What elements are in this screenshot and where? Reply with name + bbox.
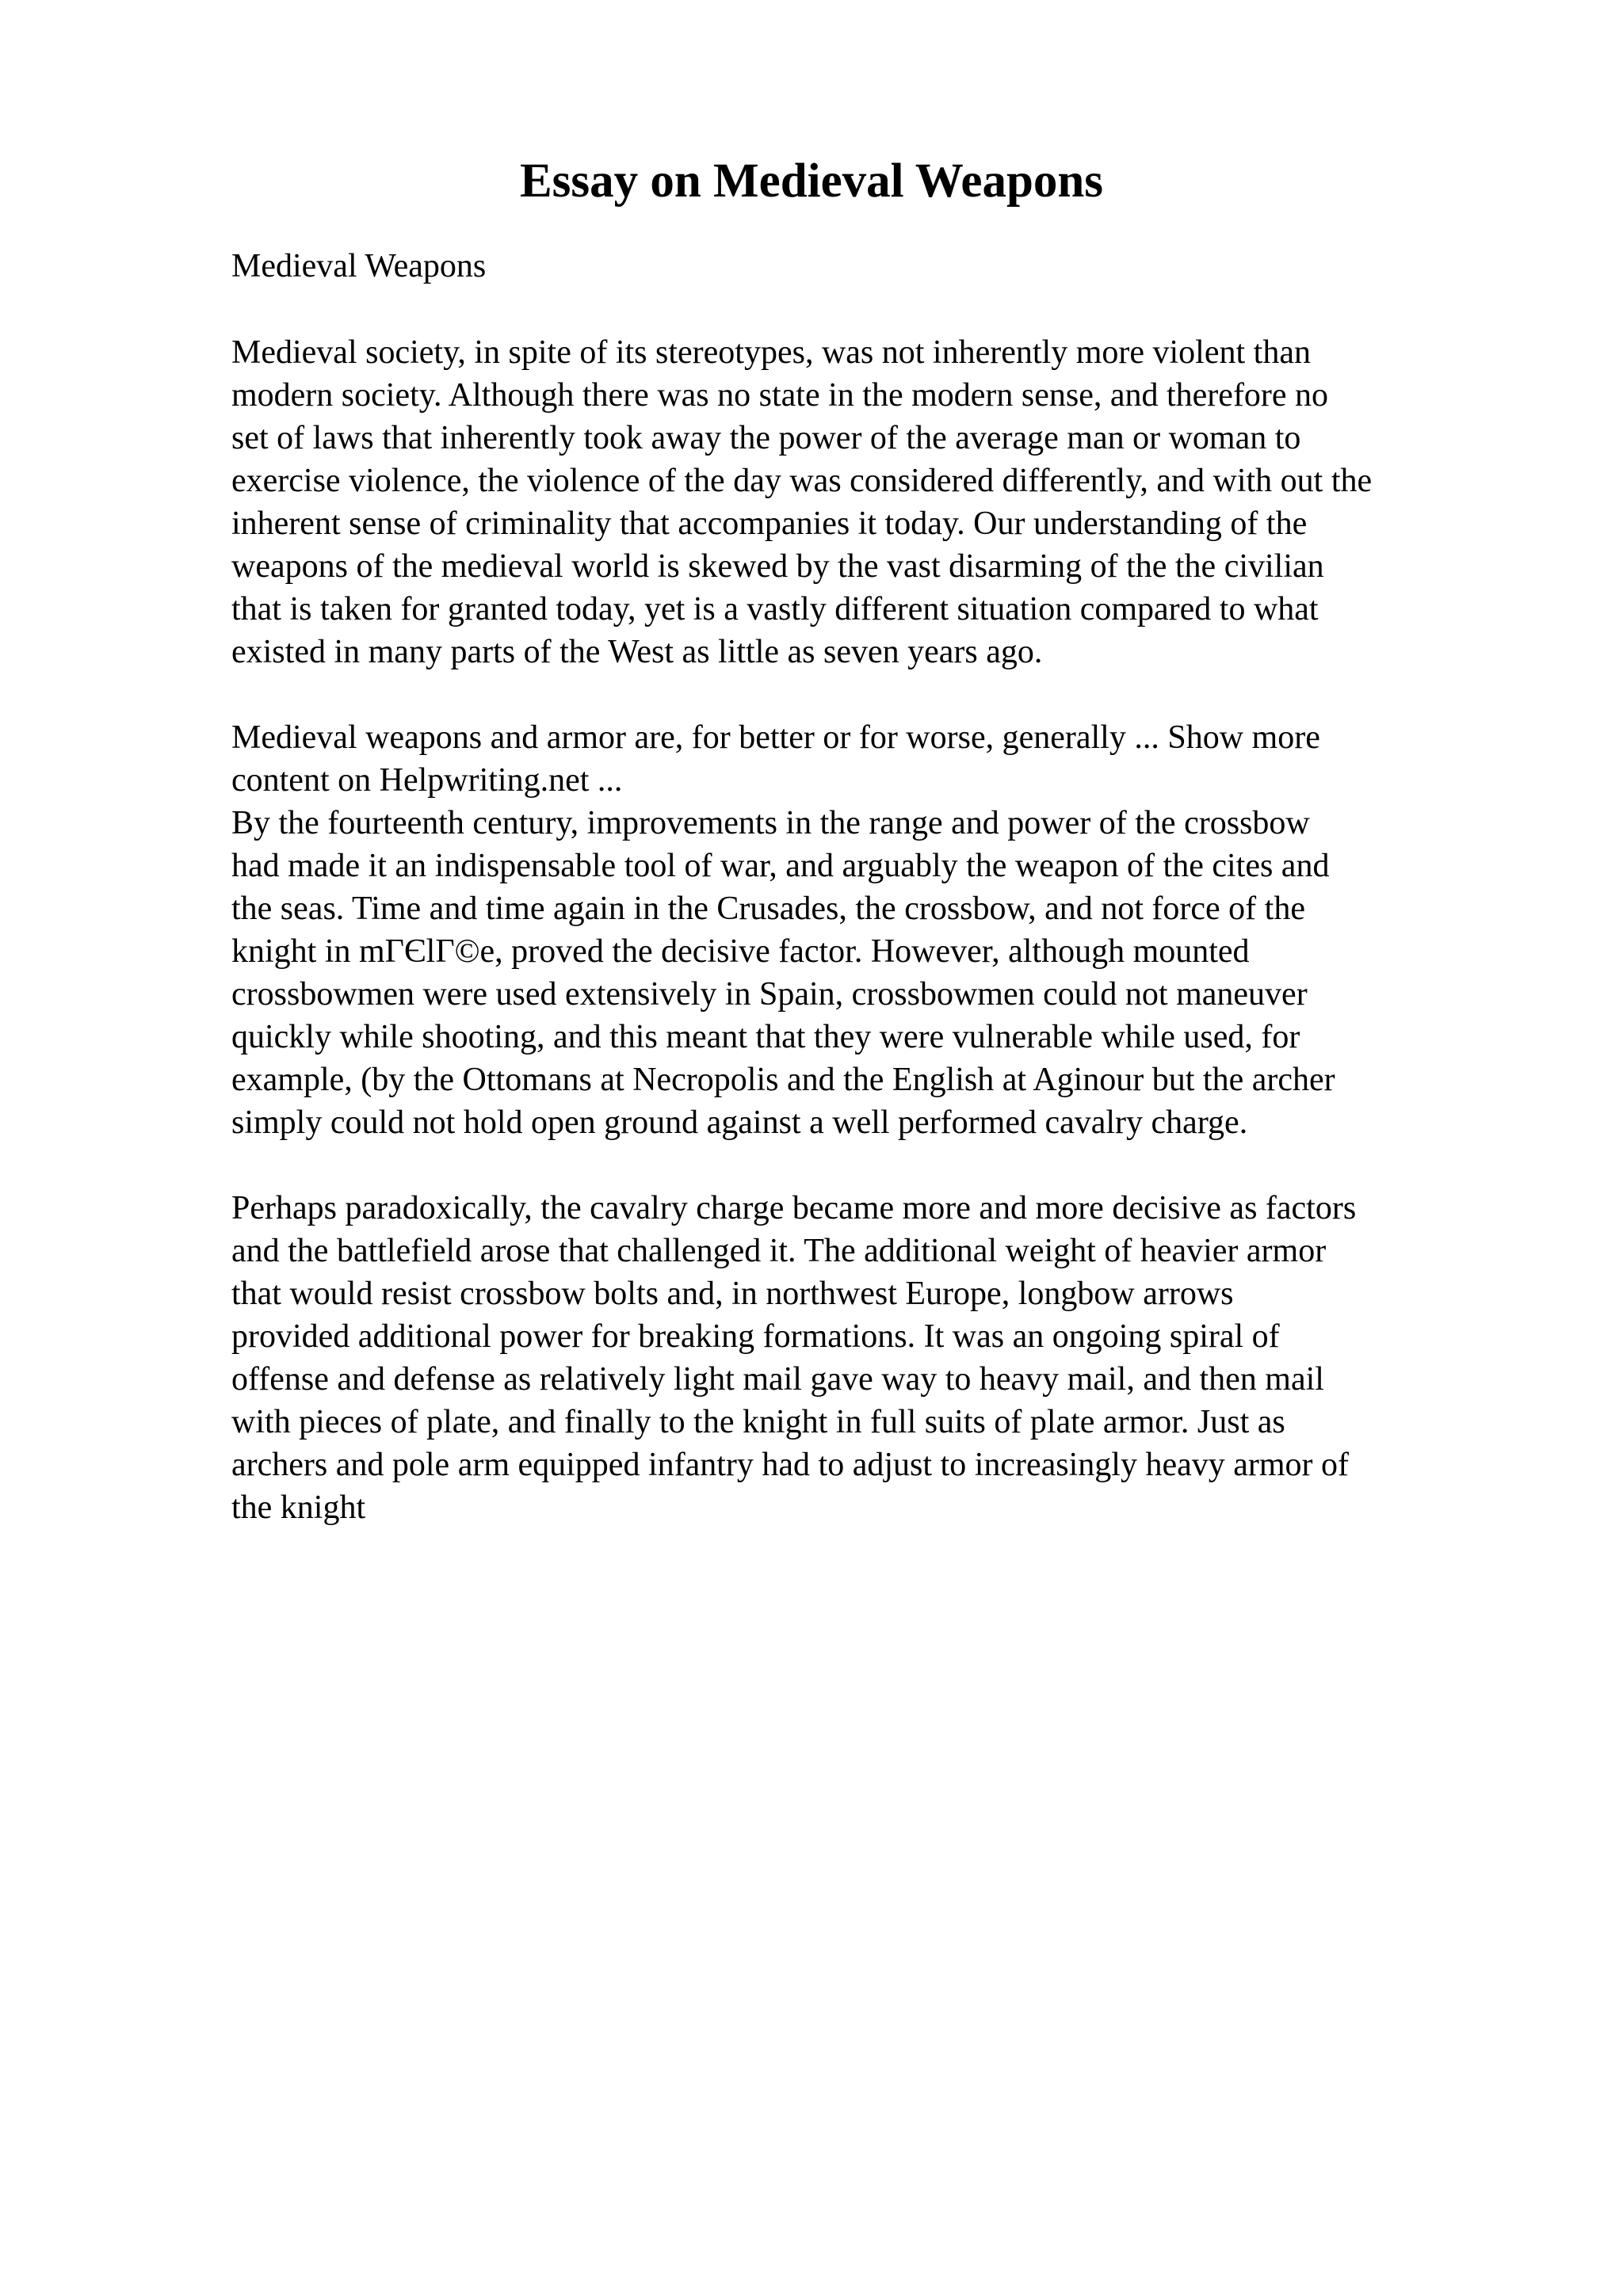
- paragraph-1: [231, 331, 1594, 673]
- paragraph-line: set of laws that inherently took away the power of the average man or woman to: [231, 420, 1301, 456]
- paragraph-line: Perhaps paradoxically, the cavalry charge became more and more decisive as factors: [231, 1190, 1357, 1226]
- paragraph-line: example, (by the Ottomans at Necropolis and the English at Aginour but the archer: [231, 1062, 1335, 1098]
- paragraph-line: weapons of the medieval world is skewed by the vast disarming of the the civilian: [231, 548, 1324, 585]
- paragraph-2: [231, 716, 1594, 1144]
- document-subtitle: Medieval Weapons: [231, 248, 487, 284]
- paragraph-line: offense and defense as relatively light mail gave way to heavy mail, and then mail: [231, 1361, 1324, 1398]
- document-title: Essay on Medieval Weapons: [519, 154, 1104, 208]
- paragraph-line: By the fourteenth century, improvements in the range and power of the crossbow: [231, 805, 1310, 841]
- paragraph-line: and the battlefield arose that challenged it. The additional weight of heavier armor: [231, 1233, 1327, 1269]
- paragraph-line: that is taken for granted today, yet is a vastly different situation compared to what: [231, 591, 1319, 627]
- paragraph-3: [231, 1187, 1594, 1529]
- paragraph-line: Medieval society, in spite of its stereotypes, was not inherently more violent than: [231, 334, 1311, 371]
- paragraph-line: simply could not hold open ground against a well performed cavalry charge.: [231, 1104, 1248, 1141]
- paragraph-line: crossbowmen were used extensively in Spain, crossbowmen could not maneuver: [231, 976, 1308, 1013]
- paragraph-line: knight in mΓЄlΓ©e, proved the decisive factor. However, although mounted: [231, 933, 1250, 970]
- paragraph-line: archers and pole arm equipped infantry had to adjust to increasingly heavy armor of: [231, 1447, 1350, 1483]
- paragraph-line: quickly while shooting, and this meant that they were vulnerable while used, for: [231, 1019, 1300, 1055]
- paragraph-line: content on Helpwriting.net ...: [231, 762, 623, 799]
- paragraph-line: exercise violence, the violence of the day was considered differently, and with out the: [231, 463, 1373, 499]
- paragraph-line: existed in many parts of the West as little as seven years ago.: [231, 634, 1043, 670]
- paragraph-line: with pieces of plate, and finally to the knight in full suits of plate armor. Just as: [231, 1404, 1285, 1440]
- paragraph-line: the seas. Time and time again in the Crusades, the crossbow, and not force of the: [231, 891, 1305, 927]
- paragraph-line: provided additional power for breaking formations. It was an ongoing spiral of: [231, 1318, 1280, 1355]
- paragraph-line: had made it an indispensable tool of war, and arguably the weapon of the cites and: [231, 848, 1330, 884]
- paragraph-line: inherent sense of criminality that accompanies it today. Our understanding of the: [231, 505, 1308, 542]
- paragraph-line: that would resist crossbow bolts and, in northwest Europe, longbow arrows: [231, 1276, 1234, 1312]
- paragraph-line: the knight: [231, 1489, 366, 1526]
- paragraph-line: modern society. Although there was no state in the modern sense, and therefore no: [231, 377, 1329, 414]
- paragraph-line: Medieval weapons and armor are, for better or for worse, generally ... Show more: [231, 719, 1320, 756]
